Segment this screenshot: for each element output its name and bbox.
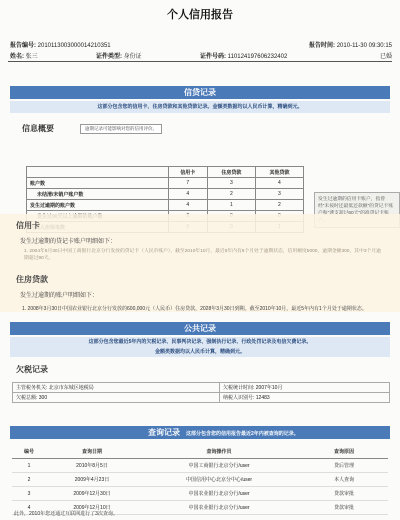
- cell: 中国农业银行北京分行/user: [138, 501, 300, 515]
- tax-amount-label: 欠税总额:: [16, 395, 38, 401]
- cell: 2009年4月23日: [46, 473, 138, 487]
- tax-table: [12, 382, 390, 403]
- report-no: 2010113003000014210351: [37, 43, 111, 49]
- cell: 4: [168, 189, 207, 200]
- taxpayer-label: 纳税人识别号:: [223, 395, 255, 401]
- tax-date: 2007年10月: [255, 385, 283, 391]
- cell: 4: [168, 200, 207, 211]
- tax-authority: 北京市东城区地税局: [48, 385, 94, 391]
- query-col-2: 查询操作员: [138, 445, 300, 459]
- report-title: 个人信用报告: [167, 8, 233, 21]
- query-header-row: [12, 445, 388, 459]
- id-no-value: 110124197606232402: [227, 54, 288, 60]
- cell: 2009年12月10日: [46, 501, 138, 515]
- highlight-overlay: [0, 214, 400, 312]
- cell: 3: [207, 178, 255, 189]
- row-label: 账户数: [27, 178, 169, 189]
- cell: 中国信用中心北京分中心/user: [138, 473, 300, 487]
- header-row-1: [10, 40, 392, 49]
- cell: 贷款审批: [300, 501, 388, 515]
- credit-band: 信贷记录: [10, 86, 390, 99]
- overview-title: 信息概要: [22, 124, 54, 133]
- cell: 1: [12, 459, 46, 473]
- cell: 3: [255, 189, 303, 200]
- cell: 3: [12, 487, 46, 501]
- cell: 贷后管理: [300, 459, 388, 473]
- id-type-label: 证件类型:: [96, 54, 122, 60]
- public-band-note: 这部分包含您最近5年内的欠税记录、民事判决记录、强制执行记录、行政处罚记录及电信欠费记录。: [10, 337, 390, 347]
- name-value: 张三: [25, 54, 38, 60]
- tax-authority-label: 主管税务机关:: [16, 385, 48, 391]
- cell: 2009年12月30日: [46, 487, 138, 501]
- report-time-label: 报告时间:: [309, 43, 336, 49]
- query-footnote: 此外，2010年您还通过互联网进行了3次查询。: [14, 511, 118, 517]
- overdue-side-note: 发生过逾期的信用卡账户，指曾经“未按时还最低还款额”的贷记卡账: [314, 192, 400, 228]
- row-label: 未结清/未销户账户数: [27, 189, 169, 200]
- table-row: [27, 189, 304, 200]
- cell: 4: [255, 178, 303, 189]
- cell: 贷款审批: [300, 487, 388, 501]
- table-row: [27, 178, 304, 189]
- header-row-2: [10, 51, 392, 60]
- credit-card-line: 发生过逾期的贷记卡账户明细如下：: [20, 239, 117, 245]
- query-col-3: 查询原因: [300, 445, 388, 459]
- cell: 中国工商银行北京分行/user: [138, 459, 300, 473]
- overview-col-3: 其他贷款: [255, 167, 303, 178]
- query-band-note: 这部分包含您的信用报告最近2年内被查询的记录。: [186, 431, 299, 437]
- query-band-title: 查询记录: [148, 428, 180, 437]
- cell: 本人查询: [300, 473, 388, 487]
- credit-band-note: 这部分包含您的信用卡、住房贷款和其他贷款记录。金额类数据均以人民币计算，精确到元。: [10, 101, 390, 113]
- table-row: [27, 200, 304, 211]
- credit-card-detail: 1. 2004年5月30日中国工商银行北京分行发放的贷记卡（人民币账户），截至2010年10月，最近5年内有6个月处于逾期状态，信用额度5000，逾期金额300，其中3个月逾期超过90天。: [24, 249, 381, 261]
- overview-header-row: [27, 167, 304, 178]
- cell: 2: [207, 189, 255, 200]
- cell: 中国农业银行北京分行/user: [138, 487, 300, 501]
- public-band: 公共记录: [10, 322, 390, 335]
- id-type-value: 身份证: [123, 54, 142, 60]
- query-band: [10, 426, 390, 439]
- cell: 2: [255, 200, 303, 211]
- mortgage-title: 住房贷款: [16, 275, 48, 284]
- cell: 4: [12, 501, 46, 515]
- overview-note: 逾期记录可能影响对您的信用评价。: [80, 124, 162, 134]
- overview-col-2: 住房贷款: [207, 167, 255, 178]
- cell: 2010年8月5日: [46, 459, 138, 473]
- query-table: [12, 445, 388, 515]
- cell: 1: [207, 200, 255, 211]
- mortgage-detail: 1. 2008年3月30日中国农业银行北京分行发放的600,000元（人民币）住房贷款，2028年3月30日到期。截至2010年10月，最近5年内有1个月处于逾期状态。: [22, 306, 367, 312]
- table-row: [12, 487, 388, 501]
- cell: 7: [168, 178, 207, 189]
- header-divider: [8, 61, 392, 62]
- report-no-label: 报告编号:: [10, 43, 36, 49]
- table-row: [12, 473, 388, 487]
- tax-title: 欠税记录: [16, 365, 48, 374]
- cell: 2: [12, 473, 46, 487]
- marital-status: 已婚: [379, 54, 392, 60]
- table-row: [13, 383, 390, 393]
- mortgage-line: 发生过逾期的账户明细如下：: [20, 293, 99, 299]
- table-row: [12, 459, 388, 473]
- overview-col-0: [27, 167, 169, 178]
- id-no-label: 证件号码:: [200, 54, 226, 60]
- tax-date-label: 欠税统计时间:: [223, 385, 255, 391]
- query-col-0: 编号: [12, 445, 46, 459]
- tax-amount: 300: [38, 395, 48, 401]
- row-label: 发生过逾期的账户数: [27, 200, 169, 211]
- credit-card-title: 信用卡: [16, 221, 40, 230]
- overview-col-1: 信用卡: [168, 167, 207, 178]
- public-band-note-2: 金额类数据均以人民币计算，精确到元。: [10, 347, 390, 357]
- table-row: [13, 393, 390, 403]
- name-label: 姓名:: [10, 54, 24, 60]
- report-time: 2010-11-30 09:30:15: [336, 43, 392, 49]
- taxpayer-id: 12483: [255, 395, 270, 401]
- query-col-1: 查询日期: [46, 445, 138, 459]
